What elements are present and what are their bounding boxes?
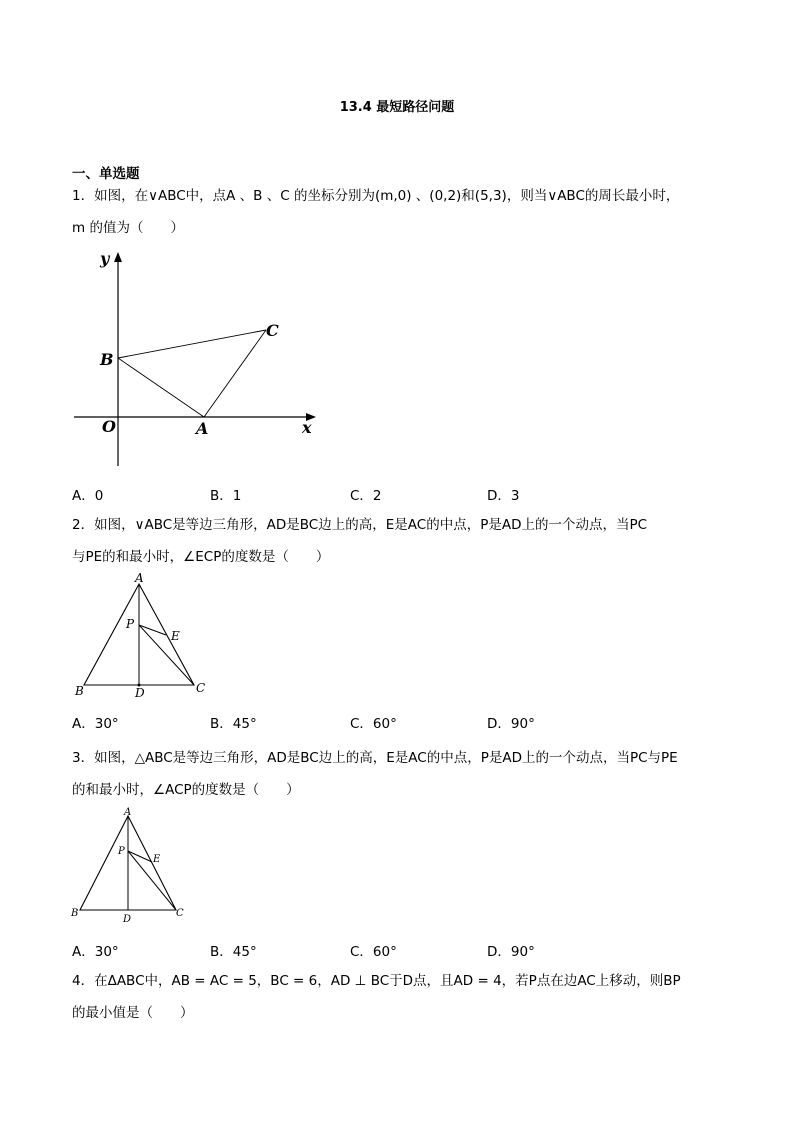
option-b[interactable]: B．45° [210,944,257,960]
question-4 [72,965,728,1029]
q3-label-e: E [153,854,161,865]
origin-label: O [102,417,116,436]
question-1-line2: m 的值为（ ） [72,220,184,236]
option-c[interactable]: C．60° [350,944,397,960]
question-1-options [72,484,672,508]
q2-label-p: P [126,617,135,631]
question-2 [72,509,728,573]
question-2-line1: 2．如图，∨ABC是等边三角形，AD是BC边上的高，E是AC的中点，P是AD上的一个动点，当PC [72,517,648,533]
q3-label-d: D [123,914,132,925]
q3-label-a: A [124,807,132,818]
question-2-options [72,712,672,736]
option-d[interactable]: D．90° [487,944,535,960]
section-heading: 一、单选题 [72,166,140,182]
point-a-label: A [196,419,209,438]
question-3-figure [68,806,193,926]
option-c[interactable]: C．2 [350,488,382,504]
option-a[interactable]: A．30° [72,944,119,960]
question-1-line1: 1．如图，在∨ABC中，点A 、B 、C 的坐标分别为(m,0) 、(0,2)和(5,3)，则当∨ABC的周长最小时， [72,188,680,204]
question-4-line1: 4．在ΔABC中，AB = AC = 5，BC = 6，AD ⊥ BC于D点，且AD = 4，若P点在边AC上移动，则BP [72,973,681,989]
question-3-options [72,940,672,964]
q2-label-a: A [135,571,144,585]
option-a[interactable]: A．30° [72,716,119,732]
q3-label-b: B [71,908,79,919]
page-title: 13.4 最短路径问题 [339,100,455,115]
q2-label-e: E [171,629,180,643]
option-d[interactable]: D．3 [487,488,520,504]
option-c[interactable]: C．60° [350,716,397,732]
option-b[interactable]: B．45° [210,716,257,732]
q2-label-d: D [135,686,145,700]
question-3-line1: 3．如图，△ABC是等边三角形，AD是BC边上的高，E是AC的中点，P是AD上的一个动点，当PC与PE [72,750,678,766]
option-b[interactable]: B．1 [210,488,242,504]
q2-label-b: B [75,684,84,698]
question-1-figure [70,248,330,470]
q3-label-p: P [118,846,125,857]
y-axis-label: y [100,249,110,268]
question-3 [72,742,728,806]
q2-label-c: C [196,681,206,695]
question-4-line2: 的最小值是（ ） [72,1005,194,1021]
question-1 [72,180,728,244]
option-a[interactable]: A．0 [72,488,104,504]
option-d[interactable]: D．90° [487,716,535,732]
question-2-figure [70,570,220,700]
point-c-label: C [266,321,279,340]
x-axis-label: x [302,418,312,437]
point-b-label: B [100,350,114,369]
question-2-line2: 与PE的和最小时，∠ECP的度数是（ ） [72,549,330,565]
q3-label-c: C [176,908,184,919]
question-3-line2: 的和最小时，∠ACP的度数是（ ） [72,782,300,798]
